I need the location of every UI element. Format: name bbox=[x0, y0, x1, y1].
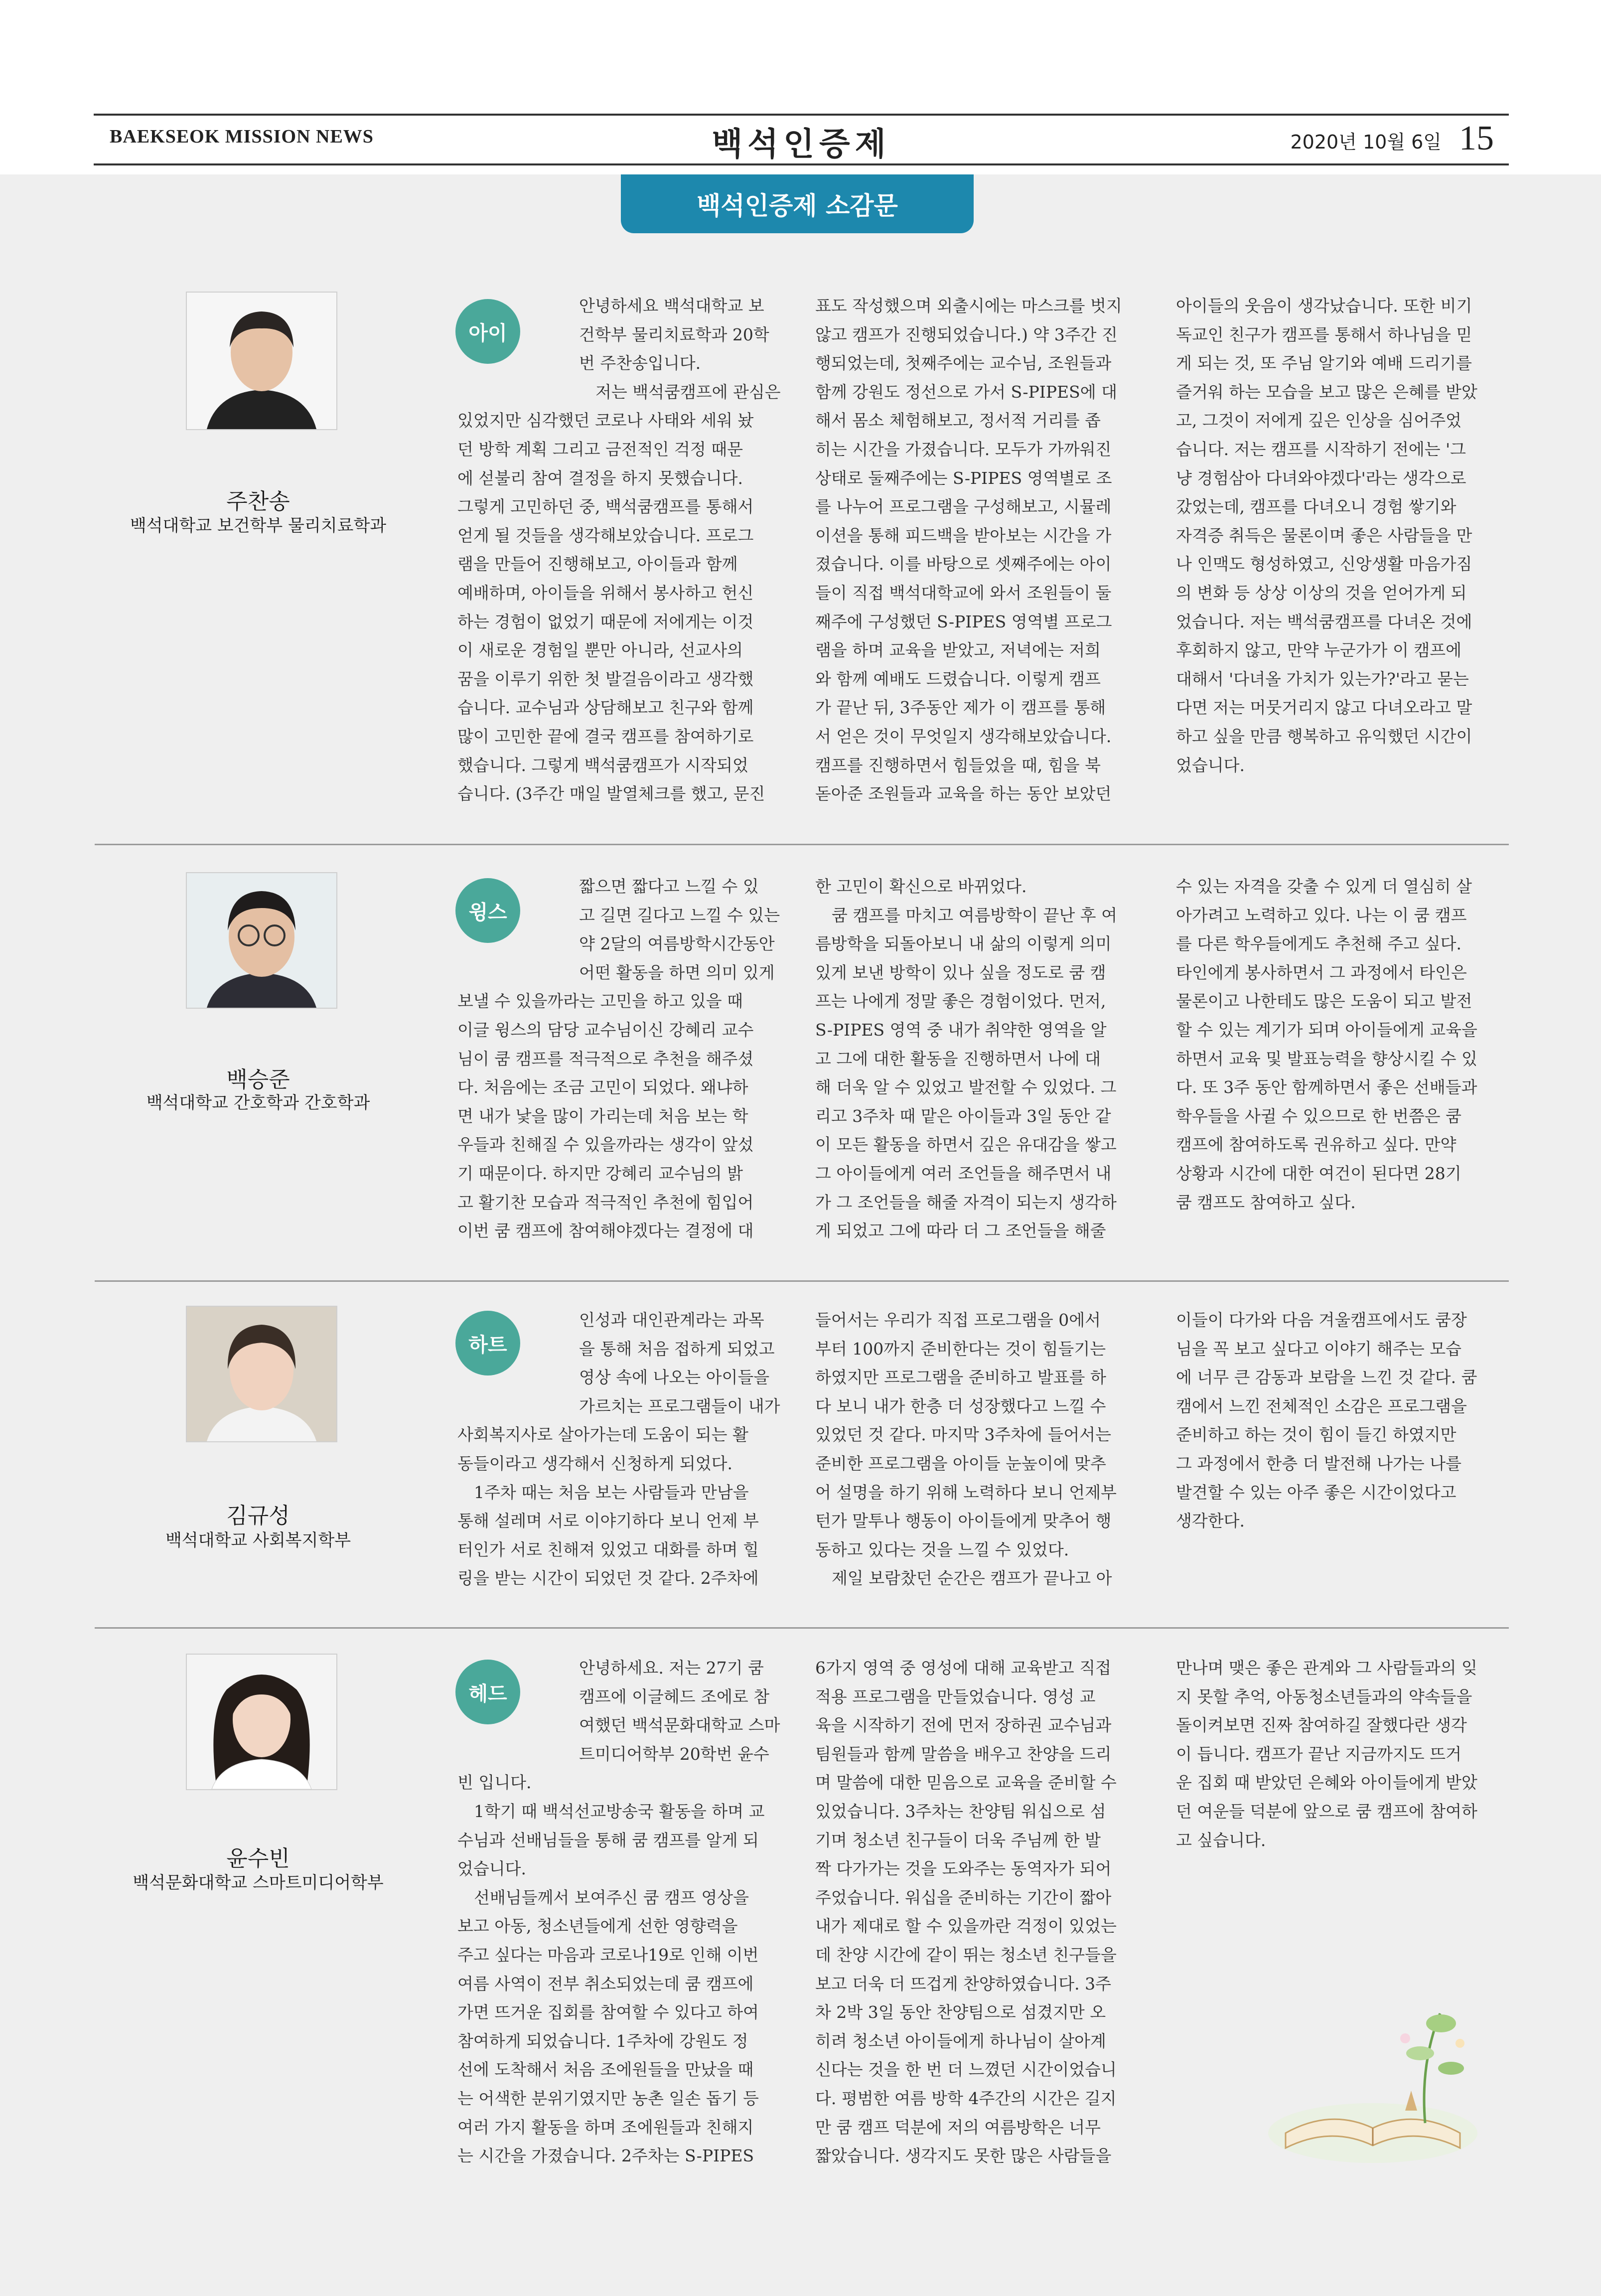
article-text-line: 졌습니다. 이를 바탕으로 셋째주에는 아이 bbox=[815, 554, 1112, 574]
student-department: 백석문화대학교 스마트미디어학부 bbox=[133, 1873, 384, 1893]
issue-date: 2020년 10월 6일 bbox=[1290, 131, 1442, 153]
article-text-line: 리고 3주차 때 맡은 아이들과 3일 동안 같 bbox=[815, 1106, 1111, 1126]
article-text-line: 참여하게 되었습니다. 1주차에 강원도 정 bbox=[457, 2031, 748, 2051]
student-name: 주찬송 bbox=[226, 489, 290, 514]
article-column-3 bbox=[1176, 292, 1505, 779]
student-name: 윤수빈 bbox=[226, 1846, 290, 1871]
article-text-line: 쿰 캠프도 참여하고 싶다. bbox=[1176, 1192, 1356, 1212]
article-text-line: 그 아이들에게 여러 조언들을 해주면서 내 bbox=[815, 1163, 1112, 1183]
article-text-line: 제일 보람찼던 순간은 캠프가 끝나고 아 bbox=[832, 1568, 1112, 1588]
article-text-line: 물론이고 나한테도 많은 도움이 되고 발전 bbox=[1176, 991, 1472, 1011]
article-text-line: 님을 꼭 보고 싶다고 이야기 해주는 모습 bbox=[1176, 1339, 1461, 1359]
article-text-line: 는 어색한 분위기였지만 농촌 일손 돕기 등 bbox=[457, 2088, 759, 2108]
article-text-line: 습니다. 교수님과 상담해보고 친구와 함께 bbox=[457, 698, 754, 718]
article-text-line: 들어서는 우리가 직접 프로그램을 0에서 bbox=[815, 1310, 1101, 1330]
article-text-line: 있었지만 심각했던 코로나 사태와 세워 놨 bbox=[457, 411, 754, 431]
article-text-line: 여름 사역이 전부 취소되었는데 쿰 캠프에 bbox=[457, 1974, 754, 1993]
article-text-line: 어 설명을 하기 위해 노력하다 보니 언제부 bbox=[815, 1482, 1117, 1502]
article-text-line: 짝 다가가는 것을 도와주는 동역자가 되어 bbox=[815, 1859, 1112, 1879]
portrait-image bbox=[187, 293, 336, 429]
article-text-line: 었습니다. 저는 백석쿰캠프를 다녀온 것에 bbox=[1176, 612, 1472, 631]
article-text-line: 동들이라고 생각해서 신청하게 되었다. bbox=[457, 1453, 733, 1473]
student-name: 김규성 bbox=[226, 1503, 290, 1529]
article-text-line: 준비한 프로그램을 아이들 눈높이에 맞추 bbox=[815, 1453, 1106, 1473]
article-text-line: 면 내가 낯을 많이 가리는데 처음 보는 학 bbox=[457, 1106, 748, 1126]
portrait-image bbox=[187, 873, 336, 1008]
article-text-line: 를 다른 학우들에게도 추천해 주고 싶다. bbox=[1176, 934, 1461, 954]
article-text-line: 던 여운들 덕분에 앞으로 쿰 캠프에 참여하 bbox=[1176, 1801, 1477, 1821]
article-text-line: 게 되는 것, 또 주님 알기와 예배 드리기를 bbox=[1176, 353, 1472, 373]
article-text-line: 나 인맥도 형성하였고, 신앙생활 마음가짐 bbox=[1176, 554, 1472, 574]
article-text-line: 상황과 시간에 대한 여건이 된다면 28기 bbox=[1176, 1163, 1461, 1183]
article-text-line: 고 그에 대한 활동을 진행하면서 나에 대 bbox=[815, 1049, 1101, 1069]
article-column-1 bbox=[457, 1306, 786, 1593]
article-text-line: 하고 싶을 만큼 행복하고 유익했던 시간이 bbox=[1176, 726, 1472, 746]
article-text-line: 습니다. (3주간 매일 발열체크를 했고, 문진 bbox=[457, 784, 765, 804]
article-text-line: 타인에게 봉사하면서 그 과정에서 타인은 bbox=[1176, 962, 1467, 982]
article-text-line: 발견할 수 있는 아주 좋은 시간이었다고 bbox=[1176, 1482, 1456, 1502]
article-text-line: 빈 입니다. bbox=[457, 1773, 532, 1793]
article-text-line: 동하고 있다는 것을 느낄 수 있었다. bbox=[815, 1539, 1069, 1559]
portrait-photo bbox=[186, 1654, 337, 1790]
article-text-line: 보고 더욱 더 뜨겁게 찬양하였습니다. 3주 bbox=[815, 1974, 1111, 1993]
article-column-2 bbox=[815, 292, 1144, 808]
team-badge: 윙스 bbox=[455, 878, 520, 943]
article-text-line: 해 더욱 알 수 있었고 발전할 수 있었다. 그 bbox=[815, 1077, 1117, 1097]
article-column-2 bbox=[815, 1306, 1144, 1593]
article-column-2 bbox=[815, 872, 1144, 1245]
article-text-line: 와 함께 예배도 드렸습니다. 이렇게 캠프 bbox=[815, 669, 1101, 689]
article-text-line: 차 2박 3일 동안 찬양팀으로 섬겼지만 오 bbox=[815, 2002, 1106, 2022]
article-text-line: 가르치는 프로그램들이 내가 bbox=[579, 1396, 780, 1416]
portrait-photo bbox=[186, 1306, 337, 1442]
article-text-line: 선배님들께서 보여주신 쿰 캠프 영상을 bbox=[474, 1887, 749, 1907]
article-text-line: 는 시간을 가졌습니다. 2주차는 S-PIPES bbox=[457, 2146, 754, 2166]
team-badge: 헤드 bbox=[455, 1660, 520, 1724]
team-badge: 하트 bbox=[455, 1311, 520, 1376]
article-text-line: 예배하며, 아이들을 위해서 봉사하고 헌신 bbox=[457, 583, 754, 603]
article-text-line: 에 섣불리 참여 결정을 하지 못했습니다. bbox=[457, 468, 743, 488]
article-text-line: 이 새로운 경험일 뿐만 아니라, 선교사의 bbox=[457, 640, 743, 660]
article-text-line: 쿰 캠프를 마치고 여름방학이 끝난 후 여 bbox=[832, 905, 1117, 925]
article-text-line: 의 변화 등 상상 이상의 것을 얻어가게 되 bbox=[1176, 583, 1467, 603]
article-text-line: 어떤 활동을 하면 의미 있게 bbox=[579, 962, 775, 982]
article-text-line: 에 너무 큰 감동과 보람을 느낀 것 같다. 쿰 bbox=[1176, 1368, 1477, 1387]
article-text-line: 하면서 교육 및 발표능력을 향상시킬 수 있 bbox=[1176, 1049, 1477, 1069]
article-column-3 bbox=[1176, 1654, 1505, 1854]
article-text-line: 우들과 친해질 수 있을까라는 생각이 앞섰 bbox=[457, 1135, 754, 1155]
article-text-line: 었습니다. bbox=[457, 1859, 527, 1879]
article-text-line: 이션을 통해 피드백을 받아보는 시간을 가 bbox=[815, 525, 1112, 545]
article-text-line: 대해서 '다녀올 가치가 있는가?'라고 묻는 bbox=[1176, 669, 1469, 689]
article-text-line: 보고 아동, 청소년들에게 선한 영향력을 bbox=[457, 1916, 738, 1936]
article-text-line: 가면 뜨거운 집회를 참여할 수 있다고 하여 bbox=[457, 2002, 759, 2022]
article-text-line: 트미디어학부 20학번 윤수 bbox=[579, 1744, 769, 1764]
article-text-line: 캠에서 느낀 전체적인 소감은 프로그램을 bbox=[1176, 1396, 1467, 1416]
article-text-line: 턴가 말투나 행동이 아이들에게 맞추어 행 bbox=[815, 1511, 1112, 1531]
article-text-line: 캠프에 참여하도록 권유하고 싶다. 만약 bbox=[1176, 1135, 1456, 1155]
article-text-line: 다. 또 3주 동안 함께하면서 좋은 선배들과 bbox=[1176, 1077, 1477, 1097]
article-text-line: 아가려고 노력하고 있다. 나는 이 쿰 캠프 bbox=[1176, 905, 1467, 925]
testimony-entry bbox=[94, 872, 1509, 1266]
page-number: 15 bbox=[1459, 119, 1494, 157]
article-text-line: 냥 경험삼아 다녀와야겠다'라는 생각으로 bbox=[1176, 468, 1466, 488]
article-column-3 bbox=[1176, 872, 1505, 1217]
student-name: 백승준 bbox=[226, 1067, 290, 1092]
article-text-line: 기 때문이다. 하지만 강혜리 교수님의 밝 bbox=[457, 1163, 743, 1183]
masthead-bottom-rule bbox=[94, 163, 1509, 165]
article-text-line: 수님과 선배님들을 통해 쿰 캠프를 알게 되 bbox=[457, 1830, 759, 1850]
article-text-line: 고, 그것이 저에게 깊은 인상을 심어주었 bbox=[1176, 411, 1461, 431]
article-text-line: 통해 설레며 서로 이야기하다 보니 언제 부 bbox=[457, 1511, 759, 1531]
article-text-line: 안녕하세요 백석대학교 보 bbox=[579, 296, 764, 315]
article-text-line: 주었습니다. 워십을 준비하는 기간이 짧아 bbox=[815, 1887, 1112, 1907]
article-text-line: 내가 제대로 할 수 있을까란 걱정이 있었는 bbox=[815, 1916, 1117, 1936]
article-text-line: 이 듭니다. 캠프가 끝난 지금까지도 뜨거 bbox=[1176, 1744, 1461, 1764]
article-text-line: 팀원들과 함께 말씀을 배우고 찬양을 드리 bbox=[815, 1744, 1112, 1764]
article-text-line: 아이들의 웃음이 생각났습니다. 또한 비기 bbox=[1176, 296, 1472, 315]
article-text-line: 했습니다. 그렇게 백석쿰캠프가 시작되었 bbox=[457, 755, 748, 775]
article-text-line: 인성과 대인관계라는 과목 bbox=[579, 1310, 764, 1330]
article-text-line: 여러 가지 활동을 하며 조에원들과 친해지 bbox=[457, 2117, 754, 2137]
article-text-line: 다. 처음에는 조금 고민이 되었다. 왜냐하 bbox=[457, 1077, 748, 1097]
article-text-line: 상태로 둘째주에는 S-PIPES 영역별로 조 bbox=[815, 468, 1112, 488]
article-text-line: 며 말씀에 대한 믿음으로 교육을 준비할 수 bbox=[815, 1773, 1117, 1793]
article-text-line: 데 찬양 시간에 같이 뛰는 청소년 친구들을 bbox=[815, 1945, 1117, 1965]
article-text-line: 부터 100까지 준비한다는 것이 힘들기는 bbox=[815, 1339, 1106, 1359]
article-text-line: 육을 시작하기 전에 먼저 장하권 교수님과 bbox=[815, 1715, 1112, 1735]
article-text-line: 꿈을 이루기 위한 첫 발걸음이라고 생각했 bbox=[457, 669, 754, 689]
article-text-line: 수 있는 자격을 갖출 수 있게 더 열심히 살 bbox=[1176, 877, 1472, 896]
article-column-1 bbox=[457, 872, 786, 1245]
article-text-line: 들이 직접 백석대학교에 와서 조원들이 둘 bbox=[815, 583, 1112, 603]
article-text-line: 만나며 맺은 좋은 관계와 그 사람들과의 잊 bbox=[1176, 1658, 1477, 1678]
article-text-line: 함께 강원도 정선으로 가서 S-PIPES에 대 bbox=[815, 382, 1117, 402]
article-text-line: 독교인 친구가 캠프를 통해서 하나님을 믿 bbox=[1176, 324, 1472, 344]
article-text-line: 님이 쿰 캠프를 적극적으로 추천을 해주셨 bbox=[457, 1049, 754, 1069]
article-text-line: 히려 청소년 아이들에게 하나님이 살아계 bbox=[815, 2031, 1106, 2051]
article-text-line: 돌이켜보면 진짜 참여하길 잘했다란 생각 bbox=[1176, 1715, 1467, 1735]
article-text-line: 기며 청소년 친구들이 더욱 주님께 한 발 bbox=[815, 1830, 1101, 1850]
article-text-line: 이글 윙스의 담당 교수님이신 강혜리 교수 bbox=[457, 1020, 754, 1040]
article-text-line: 약 2달의 여름방학시간동안 bbox=[579, 934, 775, 954]
article-text-line: 않고 캠프가 진행되었습니다.) 약 3주간 진 bbox=[815, 324, 1118, 344]
article-text-line: 해서 몸소 체험해보고, 정서적 거리를 좁 bbox=[815, 411, 1101, 431]
article-text-line: 다. 평범한 여름 방학 4주간의 시간은 길지 bbox=[815, 2088, 1117, 2108]
article-text-line: 다 보니 내가 한층 더 성장했다고 느낄 수 bbox=[815, 1396, 1106, 1416]
article-text-line: 었습니다. bbox=[1176, 755, 1245, 775]
article-text-line: 할 수 있는 계기가 되며 아이들에게 교육을 bbox=[1176, 1020, 1477, 1040]
article-text-line: 건학부 물리치료학과 20학 bbox=[579, 324, 769, 344]
article-text-line: 캠프에 이글헤드 조에로 참 bbox=[579, 1686, 770, 1706]
section-divider bbox=[95, 844, 1509, 845]
student-department: 백석대학교 보건학부 물리치료학과 bbox=[130, 516, 387, 536]
article-text-line: 자격증 취득은 물론이며 좋은 사람들을 만 bbox=[1176, 525, 1472, 545]
article-text-line: 이들이 다가와 다음 겨울캠프에서도 쿰장 bbox=[1176, 1310, 1467, 1330]
article-text-line: 여했던 백석문화대학교 스마 bbox=[579, 1715, 780, 1735]
article-text-line: 짧았습니다. 생각지도 못한 많은 사람들을 bbox=[815, 2146, 1112, 2166]
article-text-line: 갔었는데, 캠프를 다녀오니 경험 쌓기와 bbox=[1176, 497, 1456, 517]
article-column-1 bbox=[457, 1654, 786, 2170]
article-text-line: 적용 프로그램을 만들었습니다. 영성 교 bbox=[815, 1686, 1096, 1706]
article-text-line: 가 끝난 뒤, 3주동안 제가 이 캠프를 통해 bbox=[815, 698, 1106, 718]
article-text-line: 번 주찬송입니다. bbox=[579, 353, 701, 373]
article-text-line: 하는 경험이 없었기 때문에 저에게는 이것 bbox=[457, 612, 754, 631]
article-text-line: 프는 나에게 정말 좋은 경험이었다. 먼저, bbox=[815, 991, 1106, 1011]
article-text-line: 학우들을 사귈 수 있으므로 한 번쯤은 쿰 bbox=[1176, 1106, 1461, 1126]
article-text-line: 을 통해 처음 접하게 되었고 bbox=[579, 1339, 775, 1359]
article-text-line: 저는 백석쿰캠프에 관심은 bbox=[595, 382, 781, 402]
article-text-line: 름방학을 되돌아보니 내 삶의 이렇게 의미 bbox=[815, 934, 1112, 954]
article-text-line: 사회복지사로 살아가는데 도움이 되는 활 bbox=[457, 1425, 748, 1445]
article-text-line: 고 길면 길다고 느낄 수 있는 bbox=[579, 905, 780, 925]
article-text-line: 돋아준 조원들과 교육을 하는 동안 보았던 bbox=[815, 784, 1112, 804]
article-text-line: 표도 작성했으며 외출시에는 마스크를 벗지 bbox=[815, 296, 1122, 315]
student-department: 백석대학교 간호학과 간호학과 bbox=[146, 1093, 370, 1113]
article-column-2 bbox=[815, 1654, 1144, 2170]
article-column-1 bbox=[457, 292, 786, 808]
article-text-line: 1주차 때는 처음 보는 사람들과 만남을 bbox=[474, 1482, 749, 1502]
article-text-line: 얻게 될 것들을 생각해보았습니다. 프로그 bbox=[457, 525, 754, 545]
article-text-line: 있었던 것 같다. 마지막 3주차에 들어서는 bbox=[815, 1425, 1111, 1445]
article-text-line: 준비하고 하는 것이 힘이 들긴 하였지만 bbox=[1176, 1425, 1456, 1445]
article-text-line: 터인가 서로 친해져 있었고 대화를 하며 힐 bbox=[457, 1539, 759, 1559]
portrait-image bbox=[187, 1655, 336, 1789]
article-text-line: 있었습니다. 3주차는 찬양팀 워십으로 섬 bbox=[815, 1801, 1106, 1821]
team-badge: 아이 bbox=[455, 299, 520, 364]
article-text-line: 선에 도착해서 처음 조에원들을 만났을 때 bbox=[457, 2060, 754, 2080]
article-text-line: 주고 싶다는 마음과 코로나19로 인해 이번 bbox=[457, 1945, 759, 1965]
publication-name: BAEKSEOK MISSION NEWS bbox=[110, 126, 374, 147]
section-divider bbox=[95, 1627, 1509, 1629]
article-text-line: 던 방학 계획 그리고 금전적인 걱정 때문 bbox=[457, 439, 743, 459]
masthead bbox=[94, 114, 1509, 165]
article-text-line: 째주에 구성했던 S-PIPES 영역별 프로그 bbox=[815, 612, 1112, 631]
article-text-line: 많이 고민한 끝에 결국 캠프를 참여하기로 bbox=[457, 726, 754, 746]
portrait-photo bbox=[186, 872, 337, 1009]
article-text-line: 안녕하세요. 저는 27기 쿰 bbox=[579, 1658, 764, 1678]
article-text-line: 게 되었고 그에 따라 더 그 조언들을 해줄 bbox=[815, 1221, 1106, 1241]
article-text-line: 즐거워 하는 모습을 보고 많은 은혜를 받았 bbox=[1176, 382, 1477, 402]
article-text-line: 있게 보낸 방학이 있나 싶을 정도로 쿰 캠 bbox=[815, 962, 1106, 982]
article-text-line: 링을 받는 시간이 되었던 것 같다. 2주차에 bbox=[457, 1568, 759, 1588]
article-text-line: 후회하지 않고, 만약 누군가가 이 캠프에 bbox=[1176, 640, 1461, 660]
article-text-line: 습니다. 저는 캠프를 시작하기 전에는 '그 bbox=[1176, 439, 1466, 459]
article-text-line: 하였지만 프로그램을 준비하고 발표를 하 bbox=[815, 1368, 1106, 1387]
article-text-line: 히는 시간을 가졌습니다. 모두가 가까워진 bbox=[815, 439, 1112, 459]
article-text-line: 를 나누어 프로그램을 구성해보고, 시뮬레 bbox=[815, 497, 1112, 517]
article-column-3 bbox=[1176, 1306, 1505, 1535]
article-text-line: 캠프를 진행하면서 힘들었을 때, 힘을 북 bbox=[815, 755, 1101, 775]
article-text-line: 램을 하며 교육을 받았고, 저녁에는 저희 bbox=[815, 640, 1101, 660]
testimony-entry bbox=[94, 1306, 1509, 1605]
article-text-line: 램을 만들어 진행해보고, 아이들과 함께 bbox=[457, 554, 738, 574]
article-text-line: 만 쿰 캠프 덕분에 저의 여름방학은 너무 bbox=[815, 2117, 1101, 2137]
article-text-line: 이 모든 활동을 하면서 깊은 유대감을 쌓고 bbox=[815, 1135, 1117, 1155]
article-text-line: 영상 속에 나오는 아이들을 bbox=[579, 1368, 770, 1387]
open-book-flower-illustration bbox=[1256, 1984, 1490, 2178]
testimony-entry bbox=[94, 292, 1509, 815]
portrait-photo bbox=[186, 292, 337, 430]
article-text-line: 다면 저는 머뭇거리지 않고 다녀오라고 말 bbox=[1176, 698, 1472, 718]
article-text-line: 가 그 조언들을 해줄 자격이 되는지 생각하 bbox=[815, 1192, 1117, 1212]
article-text-line: 지 못할 추억, 아동청소년들과의 약속들을 bbox=[1176, 1686, 1472, 1706]
article-title-tab: 백석인증제 소감문 bbox=[621, 174, 974, 233]
article-text-line: 생각한다. bbox=[1176, 1511, 1245, 1531]
article-text-line: 그렇게 고민하던 중, 백석쿰캠프를 통해서 bbox=[457, 497, 754, 517]
section-divider bbox=[95, 1280, 1509, 1282]
article-text-line: 짧으면 짧다고 느낄 수 있 bbox=[579, 877, 759, 896]
article-text-line: 신다는 것을 한 번 더 느꼈던 시간이었습니 bbox=[815, 2060, 1117, 2080]
article-text-line: 보낼 수 있을까라는 고민을 하고 있을 때 bbox=[457, 991, 743, 1011]
article-text-line: 1학기 때 백석선교방송국 활동을 하며 교 bbox=[474, 1801, 765, 1821]
article-text-line: 그 과정에서 한층 더 발전해 나가는 나를 bbox=[1176, 1453, 1461, 1473]
section-title: 백석인증제 bbox=[712, 126, 891, 163]
article-text-line: 서 얻은 것이 무엇일지 생각해보았습니다. bbox=[815, 726, 1112, 746]
student-department: 백석대학교 사회복지학부 bbox=[165, 1531, 351, 1550]
article-text-line: 고 싶습니다. bbox=[1176, 1830, 1266, 1850]
article-text-line: 고 활기찬 모습과 적극적인 추천에 힘입어 bbox=[457, 1192, 754, 1212]
article-text-line: 6가지 영역 중 영성에 대해 교육받고 직접 bbox=[815, 1658, 1111, 1678]
article-text-line: 한 고민이 확신으로 바뀌었다. bbox=[815, 877, 1027, 896]
article-text-line: 이번 쿰 캠프에 참여해야겠다는 결정에 대 bbox=[457, 1221, 754, 1241]
article-text-line: 운 집회 때 받았던 은혜와 아이들에게 받았 bbox=[1176, 1773, 1477, 1793]
article-text-line: 행되었는데, 첫째주에는 교수님, 조원들과 bbox=[815, 353, 1112, 373]
portrait-image bbox=[187, 1307, 336, 1441]
article-text-line: S-PIPES 영역 중 내가 취약한 영역을 알 bbox=[815, 1020, 1107, 1040]
masthead-top-rule bbox=[94, 114, 1509, 116]
